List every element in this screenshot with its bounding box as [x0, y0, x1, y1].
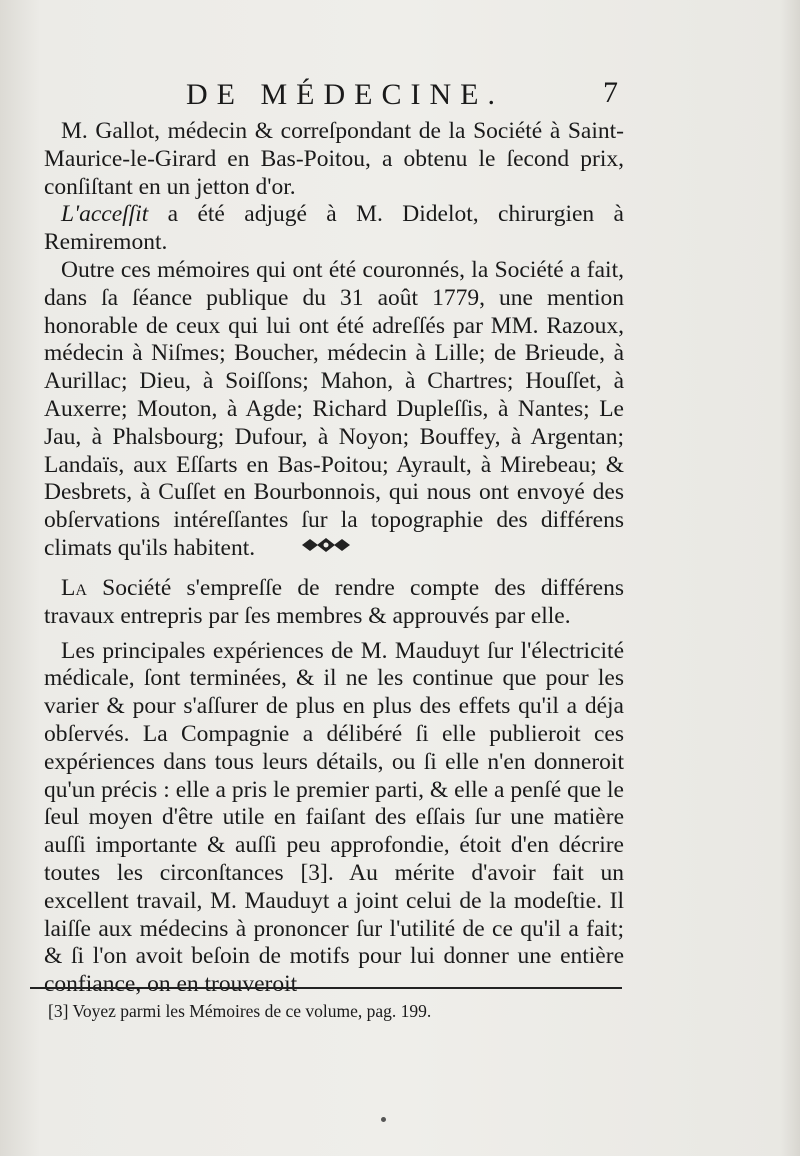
lead-word: La — [61, 575, 87, 601]
paragraph-accessit — [44, 201, 624, 257]
running-title: DE MÉDECINE. — [186, 78, 504, 111]
footnote: [3] Voyez parmi les Mémoires de ce volume, pag. 199. — [48, 1001, 432, 1021]
page-header — [0, 78, 800, 118]
page-number: 7 — [603, 76, 618, 109]
ink-speck — [381, 1117, 386, 1122]
accessit-term: L'acceſſit — [61, 201, 149, 228]
paragraph-society-reports — [44, 575, 624, 631]
paragraph-mauduyt: Les principales expériences de M. Mauduyt ſur l'électricité médicale, ſont terminées, & il ne les continue que pour les varier & pour s'aſſurer de plus en plus des effets qu'il a déja obſervés. La Compagnie a délibéré ſi elle publieroit ces expériences dans tous leurs détails, ou ſi elle n'en donneroit qu'un précis : elle a pris le premier parti, & elle a penſé que le ſeul moyen d'être utile en faiſant des eſſais ſur une matière auſſi importante & auſſi peu approfondie, étoit d'en décrire toutes les circonſtances [3]. Au mérite d'avoir fait un excellent travail, M. Mauduyt a joint celui de la modeſtie. Il laiſſe aux médecins à prononcer ſur l'utilité de ce qu'il a fait; & ſi l'on avoit beſoin de motifs pour lui donner une entière confiance, on en trouveroit — [44, 637, 624, 998]
ornament-divider — [300, 536, 352, 554]
paragraph-society-reports-text: Société s'empreſſe de rendre compte des différens travaux entrepris par ſes membres & approuvés par elle. — [44, 575, 624, 629]
body-text-section-2 — [44, 575, 624, 999]
accessit-text: a été adjugé à M. Didelot, chirurgien à Remiremont. — [44, 201, 624, 256]
body-text-section-1 — [44, 118, 624, 563]
paragraph-gallot: M. Gallot, médecin & correſpondant de la Société à Saint-Maurice-le-Girard en Bas-Poitou, a obtenu le ſecond prix, conſiſtant en un jetton d'or. — [44, 118, 624, 200]
footnote-rule — [30, 987, 622, 989]
paragraph-honorable-mention: Outre ces mémoires qui ont été couronnés, la Société a fait, dans ſa ſéance publique du 31 août 1779, une mention honorable de ceux qui lui ont été adreſſés par MM. Razoux, médecin à Niſmes; Boucher, médecin à Lille; de Brieude, à Aurillac; Dieu, à Soiſſons; Mahon, à Chartres; Houſſet, à Auxerre; Mouton, à Agde; Richard Dupleſſis, à Nantes; Le Jau, à Phalsbourg; Dufour, à Noyon; Bouffey, à Argentan; Landaïs, aux Eſſarts en Bas-Poitou; Ayrault, à Mirebeau; & Desbrets, à Cuſſet en Bourbonnois, qui nous ont envoyé des obſervations intéreſſantes ſur la topographie des différens climats qu'ils habitent. — [44, 256, 624, 561]
